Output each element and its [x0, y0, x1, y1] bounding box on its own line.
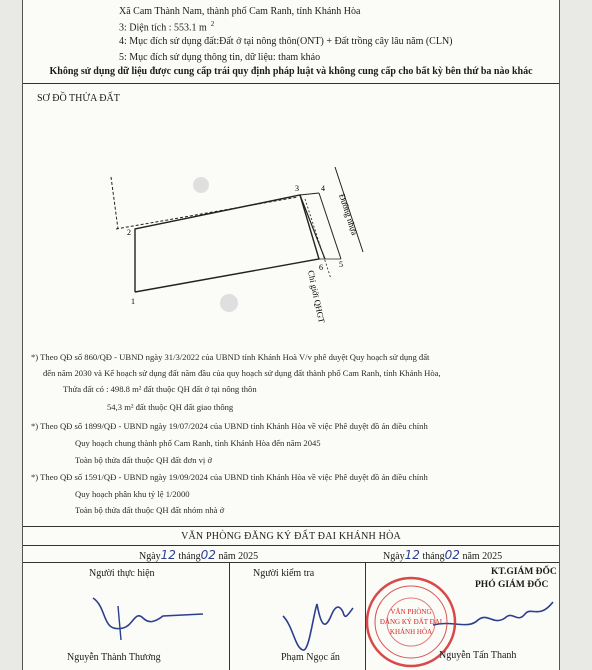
date-year: 2025: [238, 551, 259, 562]
blurred-parcel-number: [220, 294, 238, 312]
stamp-line-2: ĐĂNG KÝ ĐẤT ĐAI: [379, 618, 443, 626]
road-edge-line: [319, 193, 341, 259]
date-year-label: năm: [218, 551, 236, 562]
date-day-label: Ngày: [139, 551, 161, 562]
note-1-line-3: Thửa đất có : 498.8 m² đất thuộc QH đất ở tại nông thôn: [63, 384, 257, 394]
director-name: Nguyễn Tấn Thanh: [439, 650, 517, 661]
note-2-line-2: Quy hoạch chung thành phố Cam Ranh, tỉnh Khánh Hòa đến năm 2045: [75, 438, 321, 448]
note-1-line-4: 54,3 m² đất thuộc QH đất giao thông: [107, 402, 234, 412]
note-1-line-1: *) Theo QĐ số 860/QĐ - UBND ngày 31/3/2022 của UBND tỉnh Khánh Hoà V/v phê duyệt Quy hoạch sử dụng đất: [31, 352, 430, 362]
note-3-line-1: *) Theo QĐ số 1591/QĐ - UBND ngày 19/09/2024 của UBND tỉnh Khánh Hòa về việc Phê duyệt đồ án điều chỉnh: [31, 472, 428, 482]
land-use-line: 4: Mục đích sử dụng đất:Đất ở tại nông thôn(ONT) + Đất trồng cây lâu năm (CLN): [119, 36, 453, 47]
date-month-label: tháng: [422, 551, 445, 562]
preparer-name: Nguyễn Thành Thương: [67, 652, 161, 663]
column-divider: [229, 562, 230, 670]
note-3-line-3: Toàn bộ thửa đất thuộc QH đất nhóm nhà ở: [75, 505, 225, 515]
divider: [23, 526, 559, 527]
date-left: [139, 548, 258, 562]
point-label-6: 6: [319, 263, 323, 272]
extension-line: [111, 177, 118, 229]
parcel-diagram: [23, 107, 561, 342]
road-label: Đường nhựa: [337, 192, 360, 237]
date-month: 02: [200, 548, 216, 562]
note-1-line-2: đến năm 2030 và Kế hoạch sử dụng đất năm đầu của quy hoạch sử dụng đất thành phố Cam Ranh, tỉnh Khánh Hòa,: [43, 368, 441, 378]
stamp-line-3: KHÁNH HÒA: [389, 628, 433, 636]
date-day: 12: [160, 548, 176, 562]
point-label-5: 5: [339, 260, 343, 269]
extension-line: [116, 197, 298, 229]
point-label-4: 4: [321, 184, 325, 193]
area-line: [119, 20, 214, 33]
parcel-edge: [300, 193, 319, 195]
usage-notice: Không sử dụng dữ liệu được cung cấp trái quy định pháp luật và không cung cấp cho bất kỳ bên thứ ba nào khác: [49, 66, 533, 77]
divider: [23, 83, 559, 84]
date-day: 12: [404, 548, 420, 562]
date-right: [383, 548, 502, 562]
boundary-label: Chỉ giới QHGT: [306, 269, 327, 324]
blurred-parcel-number: [193, 177, 209, 193]
planning-boundary-line: [305, 199, 331, 279]
point-label-2: 2: [127, 228, 131, 237]
preparer-signature: [63, 588, 223, 648]
stamp-line-1: VĂN PHÒNG: [390, 608, 432, 616]
address-line: Xã Cam Thành Nam, thành phố Cam Ranh, tỉnh Khánh Hòa: [119, 6, 361, 17]
director-title-1: KT.GIÁM ĐỐC: [491, 567, 557, 577]
date-day-label: Ngày: [383, 551, 405, 562]
date-year-label: năm: [462, 551, 480, 562]
note-3-line-2: Quy hoạch phân khu tỷ lệ 1/2000: [75, 489, 190, 499]
date-month-label: tháng: [178, 551, 201, 562]
checker-name: Phạm Ngọc ẩn: [281, 652, 340, 663]
note-2-line-3: Toàn bộ thửa đất thuộc QH đất đơn vị ở: [75, 455, 213, 465]
document-sheet: [22, 0, 560, 670]
note-2-line-1: *) Theo QĐ số 1899/QĐ - UBND ngày 19/07/2024 của UBND tỉnh Khánh Hòa về việc Phê duyệt đồ án điều chỉnh: [31, 421, 428, 431]
checker-title: Người kiểm tra: [253, 568, 315, 579]
divider: [23, 562, 559, 563]
office-name: VĂN PHÒNG ĐĂNG KÝ ĐẤT ĐAI KHÁNH HÒA: [181, 531, 401, 542]
point-label-1: 1: [131, 297, 135, 306]
date-month: 02: [444, 548, 460, 562]
preparer-title: Người thực hiện: [89, 568, 155, 579]
date-year: 2025: [482, 551, 503, 562]
parcel-boundary: [135, 195, 319, 292]
info-purpose-line: 5: Mục đích sử dụng thông tin, dữ liệu: tham khảo: [119, 52, 321, 63]
director-title-2: PHÓ GIÁM ĐỐC: [475, 580, 549, 590]
point-label-3: 3: [295, 184, 299, 193]
divider: [23, 545, 559, 546]
section-title: SƠ ĐỒ THỬA ĐẤT: [37, 93, 120, 104]
area-text: 3: Diện tích : 553.1 m: [119, 22, 207, 34]
area-superscript: 2: [210, 20, 215, 28]
